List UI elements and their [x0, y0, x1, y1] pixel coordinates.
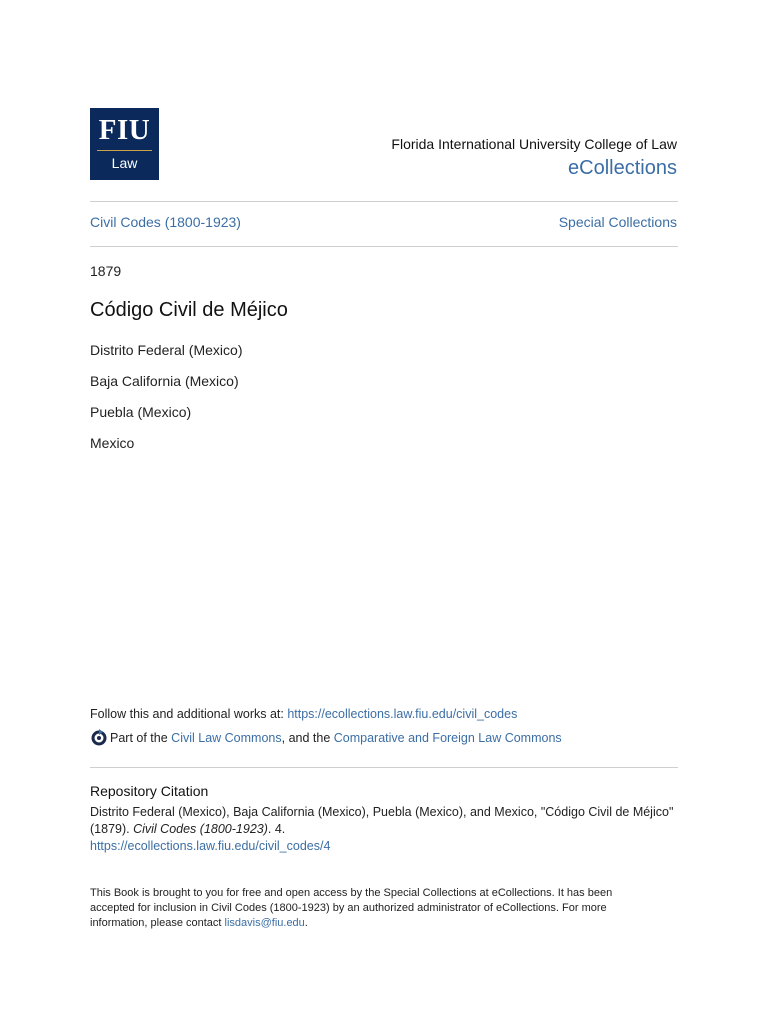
notice-end: .: [304, 917, 308, 929]
follow-url-link[interactable]: https://ecollections.law.fiu.edu/civil_codes: [287, 707, 518, 721]
author-item: Puebla (Mexico): [90, 404, 192, 420]
author-item: Baja California (Mexico): [90, 373, 239, 389]
citation-url-link[interactable]: https://ecollections.law.fiu.edu/civil_codes/4: [90, 839, 331, 853]
follow-line: [90, 707, 517, 721]
logo-divider: [97, 150, 152, 151]
notice-text: This Book is brought to you for free and open access by the Special Collections at eCollections. It has been accepted for inclusion in Civil Codes (1800-1923) by an authorized administrator of eCollections. For more information, please contact: [90, 887, 613, 929]
ecollections-link[interactable]: eCollections: [568, 157, 677, 179]
institution-name: Florida International University College of Law: [391, 136, 677, 152]
access-notice: [90, 886, 650, 931]
citation-text: Distrito Federal (Mexico), Baja California (Mexico), Puebla (Mexico), and Mexico, "Código Civil de Méjico" (1879).: [90, 805, 674, 836]
fiu-law-logo[interactable]: [90, 108, 159, 180]
logo-fiu-text: FIU: [98, 114, 151, 146]
civil-law-commons-link[interactable]: Civil Law Commons: [171, 731, 282, 745]
part-of-prefix: Part of the: [110, 731, 168, 745]
comparative-foreign-law-commons-link[interactable]: Comparative and Foreign Law Commons: [333, 731, 562, 745]
author-item: Distrito Federal (Mexico): [90, 342, 243, 358]
commons-network-icon: [90, 728, 108, 746]
series-link[interactable]: Civil Codes (1800-1923): [90, 214, 241, 230]
contact-email-link[interactable]: lisdavis@fiu.edu: [224, 917, 305, 929]
nav-divider: [90, 246, 678, 247]
logo-law-text: Law: [111, 155, 138, 171]
part-of-line: [90, 729, 562, 747]
author-list: [90, 342, 242, 466]
work-title: Código Civil de Méjico: [90, 299, 288, 321]
part-of-middle: , and the: [281, 731, 331, 745]
citation-number: . 4.: [267, 822, 286, 836]
publication-year: 1879: [90, 263, 122, 279]
special-collections-link[interactable]: Special Collections: [558, 214, 677, 230]
citation-divider: [90, 767, 678, 768]
citation-series: Civil Codes (1800-1923): [133, 822, 268, 836]
follow-label: Follow this and additional works at:: [90, 707, 288, 721]
citation-heading: Repository Citation: [90, 783, 209, 799]
citation-body: [90, 804, 680, 855]
author-item: Mexico: [90, 435, 135, 451]
header-divider: [90, 201, 678, 202]
